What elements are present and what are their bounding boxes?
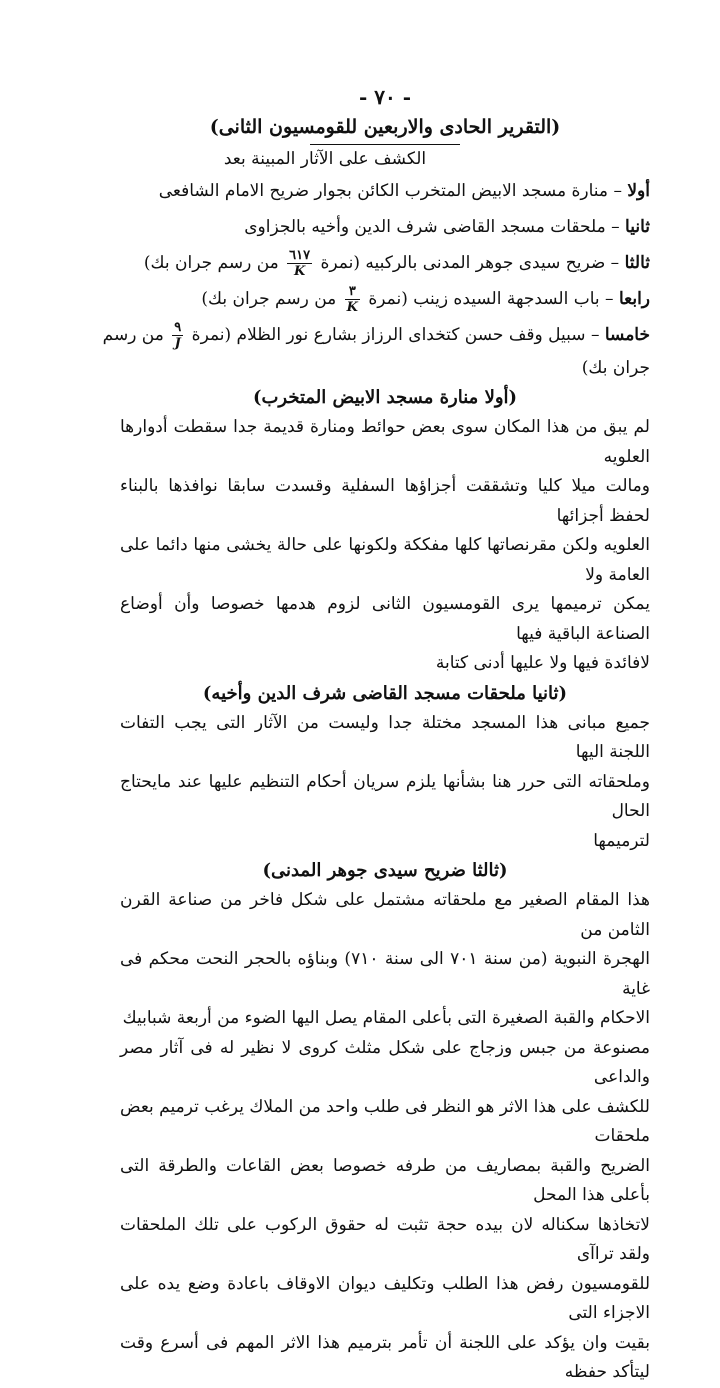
items-list <box>102 173 650 383</box>
item-ref-prefix: (نمرة <box>191 325 232 345</box>
item-label: ثالثا <box>624 253 650 273</box>
list-item <box>120 173 650 209</box>
paragraph-line: للكشف على هذا الاثر هو النظر فى طلب واحد من الملاك يرغب ترميم بعض ملحقات <box>120 1096 650 1146</box>
paragraph-line: الضريح والقبة بمصاريف من طرفه خصوصا بعض القاعات والطرقة التى بأعلى هذا المحل <box>120 1155 650 1205</box>
item-ref-prefix: (نمرة <box>368 289 408 309</box>
item-ref-suffix: من رسم <box>102 325 164 345</box>
item-label: أولا <box>627 181 650 201</box>
report-title: (التقرير الحادى والاربعين للقومسيون الثانى) <box>209 116 561 138</box>
item-ref-fraction <box>345 284 360 315</box>
paragraph-line: مصنوعة من جبس وزجاج على شكل مثلث كروى لا نظير له فى آثار مصر والداعى <box>120 1037 650 1087</box>
section-1 <box>120 383 650 679</box>
item-label: رابعا <box>618 289 650 309</box>
item-text: ملحقات مسجد القاضى شرف الدين وأخيه بالجزاوى <box>244 217 606 237</box>
paragraph-line: يمكن ترميمها يرى القومسيون الثانى لزوم هدمها خصوصا وأن أوضاع الصناعة الباقية فيها <box>120 594 650 644</box>
paragraph <box>120 886 650 1388</box>
fraction-numerator: ٩ <box>174 320 182 335</box>
list-item <box>120 209 650 245</box>
item-text: منارة مسجد الابيض المتخرب الكائن بجوار ضريح الامام الشافعى <box>158 181 609 201</box>
fraction-denominator: J <box>174 336 181 351</box>
paragraph-line: العلويه ولكن مقرنصاتها كلها مفككة ولكونها على حالة يخشى منها دائما على العامة ولا <box>120 535 650 585</box>
section-3 <box>120 856 650 1388</box>
section-title: (ثالثا ضريح سيدى جوهر المدنى) <box>262 860 508 881</box>
paragraph-line: بقيت وان يؤكد على اللجنة أن تأمر بترميم هذا الاثر المهم فى أسرع وقت ليتأكد حفظه <box>120 1332 650 1382</box>
fraction-numerator: ٣ <box>345 284 360 300</box>
item-ref-suffix: من رسم جران بك) <box>143 253 279 273</box>
item-dash: – <box>599 289 614 309</box>
item-dash: – <box>605 253 620 273</box>
item-dash: – <box>585 325 600 345</box>
fraction-denominator: K <box>293 264 306 279</box>
paragraph-line: للقومسيون رفض هذا الطلب وتكليف ديوان الاوقاف باعادة وضع يده على الاجزاء التى <box>120 1273 650 1323</box>
list-item <box>120 245 650 281</box>
paragraph-line: الاحكام والقبة الصغيرة التى بأعلى المقام يصل اليها الضوء من أربعة شبابيك <box>122 1008 650 1028</box>
report-subheading: الكشف على الآثار المبينة بعد <box>223 149 427 169</box>
item-ref-suffix: من رسم جران بك) <box>201 289 337 309</box>
fraction-denominator: K <box>346 300 358 315</box>
item-ref-fraction <box>287 248 312 279</box>
page-number: - ٧٠ - <box>358 85 411 109</box>
paragraph <box>120 709 650 857</box>
section-2 <box>120 679 650 857</box>
item-text: باب السدجهة السيده زينب <box>413 289 600 309</box>
section-title: (ثانيا ملحقات مسجد القاضى شرف الدين وأخيه) <box>202 682 568 704</box>
item-text: ضريح سيدى جوهر المدنى بالركبيه <box>365 253 606 273</box>
item-ref-fraction <box>172 320 183 351</box>
list-item <box>120 281 650 317</box>
paragraph-line: لترميمها <box>593 830 650 851</box>
list-item <box>102 317 650 353</box>
item-continuation: جران بك) <box>581 358 650 378</box>
item-label: ثانيا <box>625 217 650 237</box>
paragraph-line: لم يبق من هذا المكان سوى بعض حوائط ومنارة قديمة جدا سقطت أدوارها العلويه <box>120 417 650 467</box>
item-label: خامسا <box>604 325 650 345</box>
paragraph-line: وملحقاته التى حرر هنا بشأنها يلزم سريان أحكام التنظيم عليها عند مايحتاج الحال <box>120 771 650 821</box>
item-ref-prefix: (نمرة <box>320 253 360 273</box>
item-text: سبيل وقف حسن كتخداى الرزاز بشارع نور الظلام <box>236 325 586 345</box>
paragraph-line: لاتخاذها سكناله لان بيده حجة تثبت له حقوق الركوب على تلك الملحقات ولقد تراآى <box>120 1214 650 1264</box>
item-dash: – <box>608 181 622 201</box>
paragraph-line: لافائدة فيها ولا عليها أدنى كتابة <box>435 653 650 673</box>
paragraph-line: جميع مبانى هذا المسجد مختلة جدا وليست من الآثار التى يجب التفات اللجنة اليها <box>120 712 650 762</box>
item-dash: – <box>605 217 620 237</box>
paragraph-line: هذا المقام الصغير مع ملحقاته مشتمل على شكل فاخر من صناعة القرن الثامن من <box>120 890 650 940</box>
section-title: (أولا منارة مسجد الابيض المتخرب) <box>252 387 518 408</box>
paragraph <box>120 413 650 679</box>
paragraph-line: الهجرة النبوية (من سنة ٧٠١ الى سنة ٧١٠) وبناؤه بالحجر النحت محكم فى غاية <box>120 949 651 999</box>
paragraph-line: ومالت ميلا كليا وتشققت أجزاؤها السفلية وقسدت سابقا نوافذها بالبناء لحفظ أجزائها <box>120 476 650 526</box>
fraction-numerator: ٦١٧ <box>289 248 311 263</box>
